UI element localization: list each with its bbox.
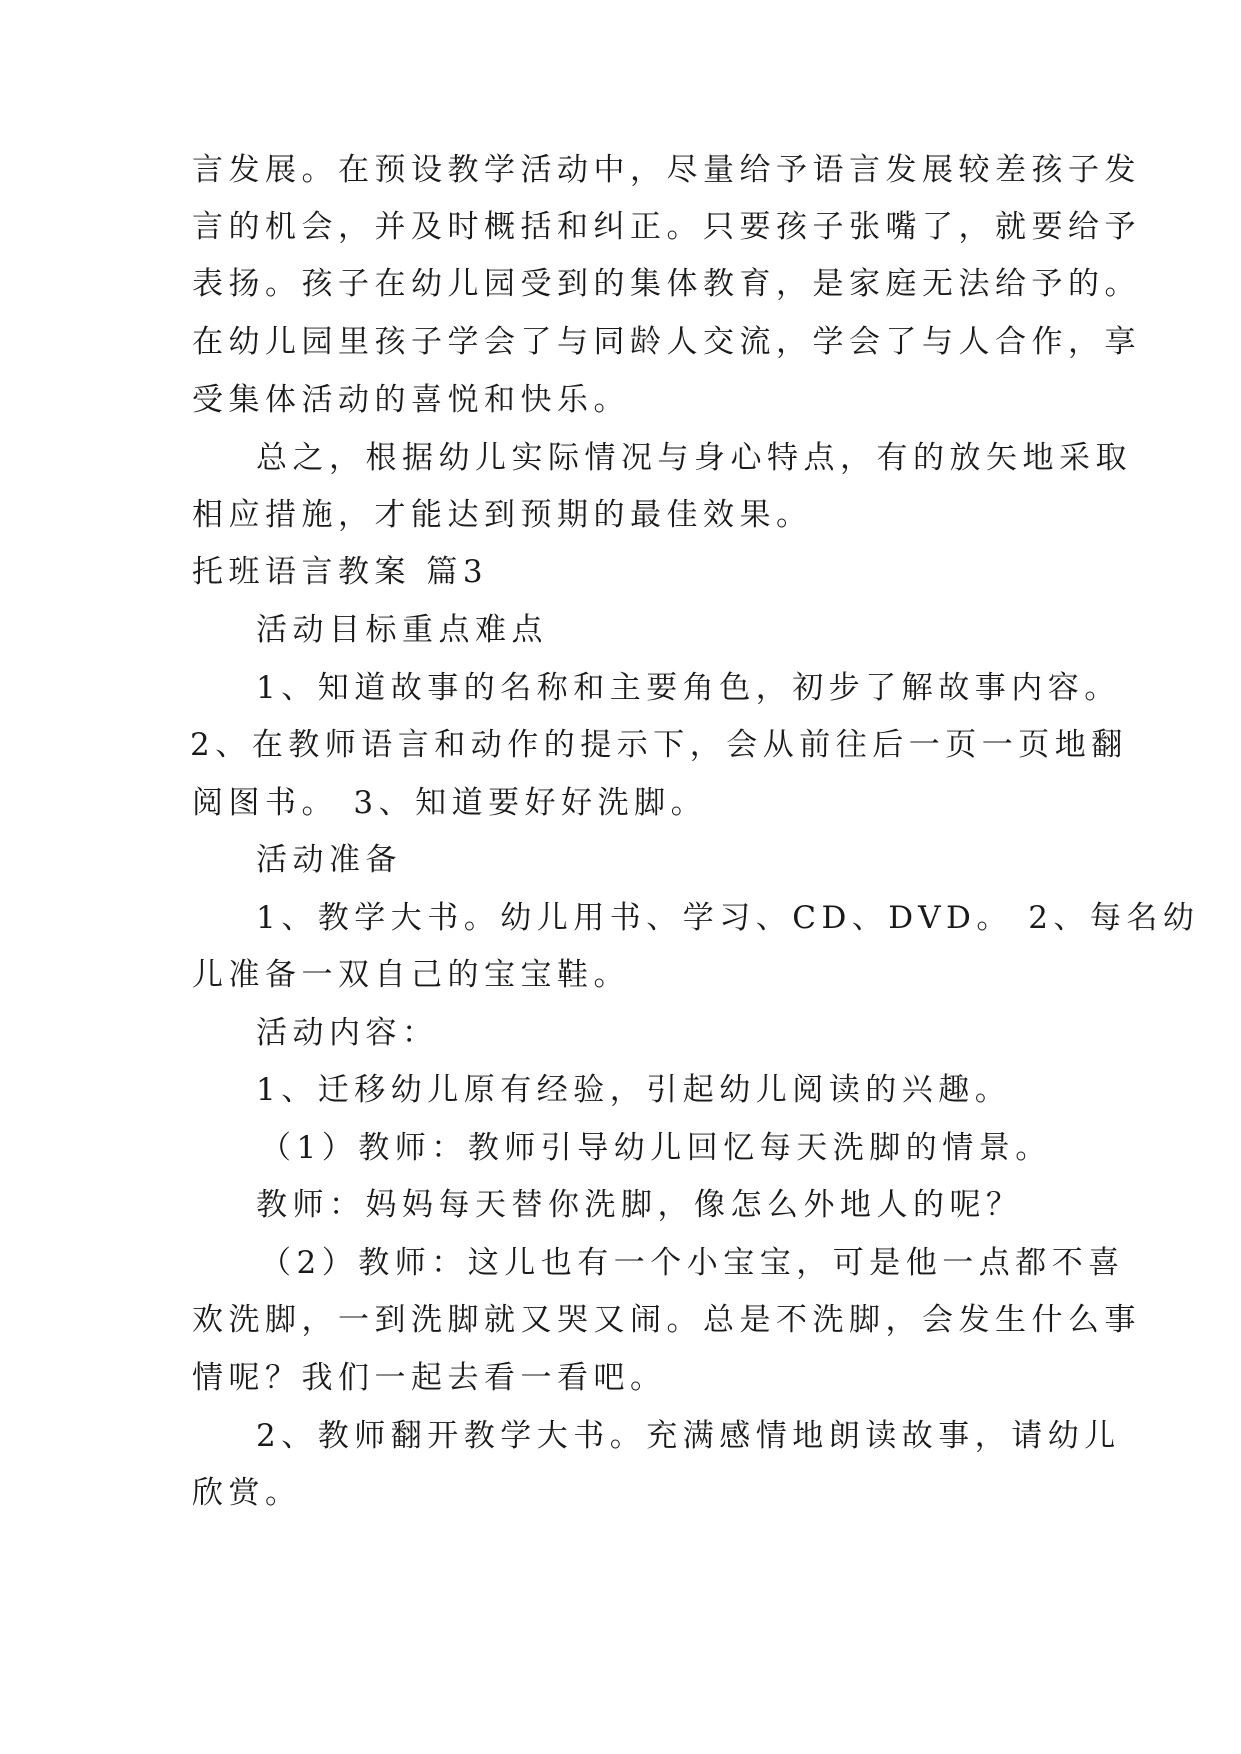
- paragraph-line: 欣赏。: [192, 1475, 302, 1511]
- paragraph-line: 相应措施，才能达到预期的最佳效果。: [192, 497, 813, 533]
- paragraph-line: 2、教师翻开教学大书。充满感情地朗读故事，请幼儿: [256, 1418, 1121, 1454]
- paragraph-line: 阅图书。 3、知道要好好洗脚。: [192, 785, 708, 821]
- paragraph-line: 言的机会，并及时概括和纠正。只要孩子张嘴了，就要给予: [192, 209, 1141, 245]
- paragraph-line: 儿准备一双自己的宝宝鞋。: [192, 957, 630, 993]
- paragraph-line: 情呢？我们一起去看一看吧。: [192, 1360, 667, 1396]
- subheading-preparation: 活动准备: [256, 842, 402, 878]
- paragraph-line: 1、教学大书。幼儿用书、学习、CD、DVD。 2、每名幼: [256, 900, 1200, 936]
- paragraph-line: 在幼儿园里孩子学会了与同龄人交流，学会了与人合作，享: [192, 324, 1141, 360]
- subheading-content: 活动内容：: [256, 1015, 439, 1051]
- paragraph-line: 教师：妈妈每天替你洗脚，像怎么外地人的呢？: [256, 1187, 1023, 1223]
- subheading-objectives: 活动目标重点难点: [256, 612, 548, 648]
- paragraph-line: 2、在教师语言和动作的提示下，会从前往后一页一页地翻: [190, 727, 1128, 763]
- paragraph-line: 1、知道故事的名称和主要角色，初步了解故事内容。: [256, 670, 1121, 706]
- paragraph-line: 言发展。在预设教学活动中，尽量给予语言发展较差孩子发: [192, 152, 1141, 188]
- paragraph-line: （1）教师：教师引导幼儿回忆每天洗脚的情景。: [260, 1130, 1052, 1166]
- paragraph-line: 受集体活动的喜悦和快乐。: [192, 382, 630, 418]
- paragraph-line: （2）教师：这儿也有一个小宝宝，可是他一点都不喜: [260, 1245, 1125, 1281]
- paragraph-line: 总之，根据幼儿实际情况与身心特点，有的放矢地采取: [256, 440, 1132, 476]
- paragraph-line: 表扬。孩子在幼儿园受到的集体教育，是家庭无法给予的。: [192, 266, 1141, 302]
- section-heading: 托班语言教案 篇3: [192, 554, 489, 590]
- paragraph-line: 1、迁移幼儿原有经验，引起幼儿阅读的兴趣。: [256, 1072, 1012, 1108]
- paragraph-line: 欢洗脚，一到洗脚就又哭又闹。总是不洗脚，会发生什么事: [192, 1302, 1141, 1338]
